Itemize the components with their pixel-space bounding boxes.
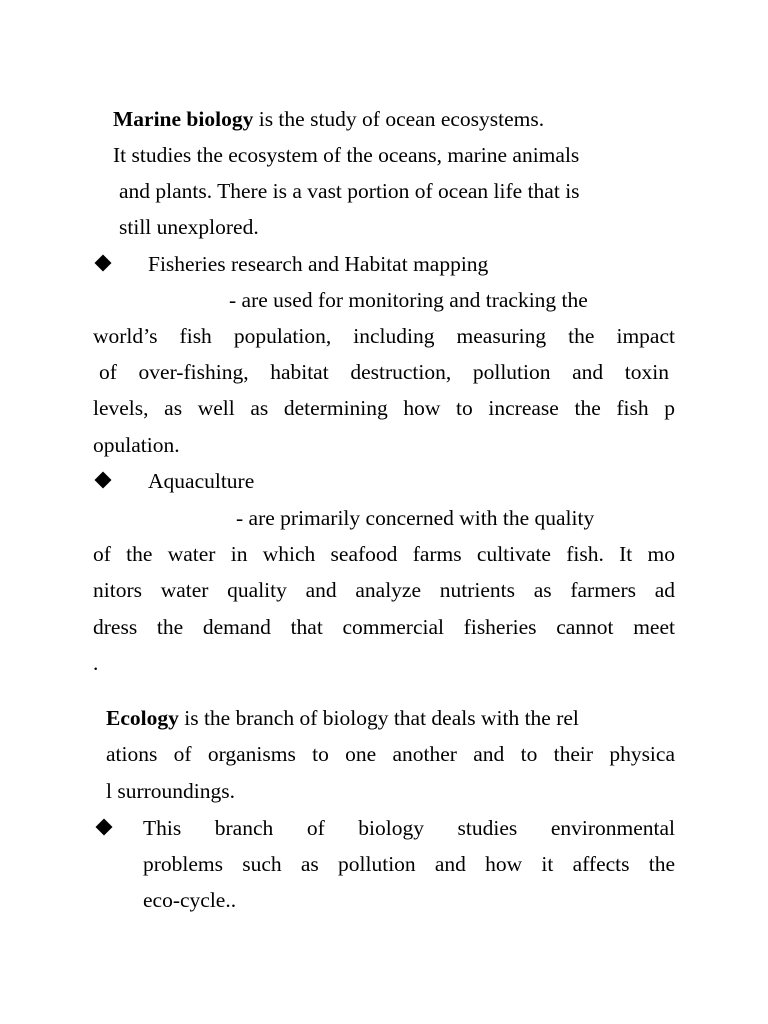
marine-line-4: still unexplored.	[119, 215, 259, 239]
ecology-bullet-line-3: eco-cycle..	[143, 888, 237, 912]
diamond-bullet-icon	[95, 255, 112, 272]
aquaculture-line-4: dress the demand that commercial fisheries cannot meet	[93, 615, 675, 639]
ecology-line-2: ations of organisms to one another and to their physica	[106, 742, 675, 766]
ecology-line-3: l surroundings.	[106, 779, 235, 803]
fisheries-line-2: world’s fish population, including measuring the impact	[93, 324, 675, 348]
ecology-bullet-line-2: problems such as pollution and how it affects the	[143, 852, 675, 876]
ecology-bullet-line-1: This branch of biology studies environmental	[143, 816, 675, 840]
ecology-term: Ecology	[106, 706, 179, 730]
aquaculture-line-3: nitors water quality and analyze nutrients as farmers ad	[93, 578, 675, 602]
marine-intro-text: is the study of ocean ecosystems.	[253, 107, 545, 131]
ecology-intro-line	[106, 705, 579, 731]
fisheries-line-5: opulation.	[93, 433, 180, 457]
diamond-bullet-icon	[95, 472, 112, 489]
aquaculture-line-2: of the water in which seafood farms cultivate fish. It mo	[93, 542, 675, 566]
marine-biology-term: Marine biology	[113, 107, 254, 131]
fisheries-line-3: of over-fishing, habitat destruction, pollution and toxin	[99, 360, 669, 384]
fisheries-heading: Fisheries research and Habitat mapping	[148, 252, 489, 276]
aquaculture-line-5: .	[93, 651, 99, 675]
marine-line-2: It studies the ecosystem of the oceans, marine animals	[113, 143, 580, 167]
fisheries-line-4: levels, as well as determining how to increase the fish p	[93, 396, 675, 420]
marine-line-3: and plants. There is a vast portion of ocean life that is	[119, 179, 580, 203]
marine-intro-line	[113, 106, 544, 132]
diamond-bullet-icon	[96, 819, 113, 836]
aquaculture-heading: Aquaculture	[148, 469, 255, 493]
ecology-intro-text: is the branch of biology that deals with the rel	[178, 706, 579, 730]
fisheries-line-1: - are used for monitoring and tracking the	[229, 288, 588, 312]
aquaculture-line-1: - are primarily concerned with the quality	[236, 506, 595, 530]
